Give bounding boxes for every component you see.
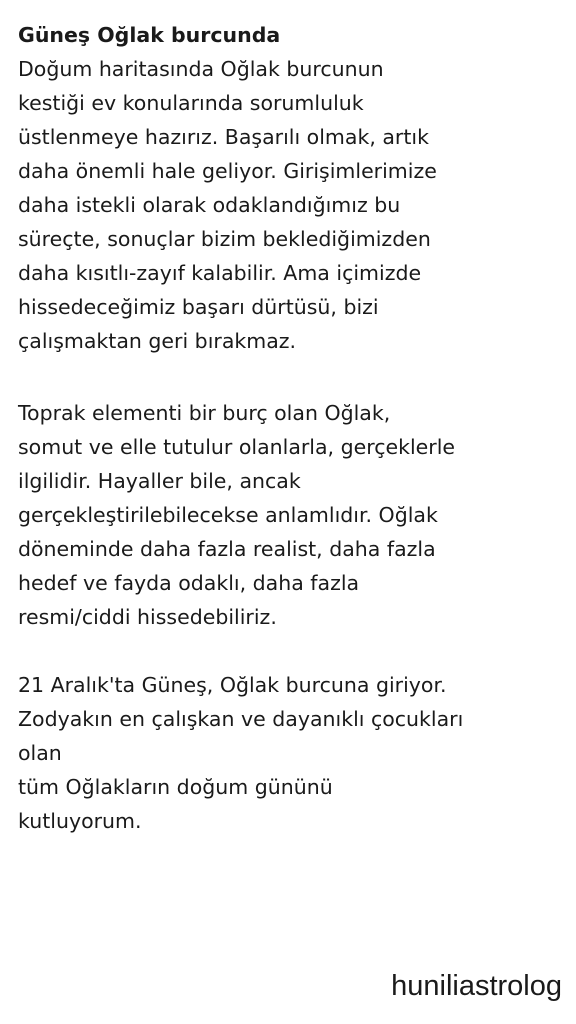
text-line: Doğum haritasında Oğlak burcunun: [18, 57, 384, 81]
text-line: üstlenmeye hazırız. Başarılı olmak, artık: [18, 125, 429, 149]
text-line: resmi/ciddi hissedebiliriz.: [18, 605, 277, 629]
document-title: Güneş Oğlak burcunda: [18, 23, 281, 47]
text-line: tüm Oğlakların doğum gününü: [18, 775, 333, 799]
author-signature: huniliastrolog: [391, 970, 562, 1002]
text-line: Zodyakın en çalışkan ve dayanıklı çocukları: [18, 707, 464, 731]
text-line: kestiği ev konularında sorumluluk: [18, 91, 364, 115]
text-line: Toprak elementi bir burç olan Oğlak,: [18, 401, 391, 425]
text-line: döneminde daha fazla realist, daha fazla: [18, 537, 436, 561]
text-line: süreçte, sonuçlar bizim beklediğimizden: [18, 227, 431, 251]
text-line: gerçekleştirilebilecekse anlamlıdır. Oğlak: [18, 503, 438, 527]
paragraph-1: [18, 52, 562, 358]
text-line: çalışmaktan geri bırakmaz.: [18, 329, 297, 353]
text-line: daha önemli hale geliyor. Girişimlerimize: [18, 159, 437, 183]
paragraph-spacer: [18, 634, 562, 668]
paragraph-spacer: [18, 358, 562, 396]
text-line: hissedeceğimiz başarı dürtüsü, bizi: [18, 295, 379, 319]
text-line: 21 Aralık'ta Güneş, Oğlak burcuna giriyor.: [18, 673, 447, 697]
text-line: olan: [18, 741, 62, 765]
paragraph-3: [18, 668, 562, 838]
paragraph-2: [18, 396, 562, 634]
text-line: daha istekli olarak odaklandığımız bu: [18, 193, 401, 217]
text-line: somut ve elle tutulur olanlarla, gerçeklerle: [18, 435, 455, 459]
text-line: hedef ve fayda odaklı, daha fazla: [18, 571, 360, 595]
text-line: ilgilidir. Hayaller bile, ancak: [18, 469, 301, 493]
text-line: kutluyorum.: [18, 809, 142, 833]
text-line: daha kısıtlı-zayıf kalabilir. Ama içimizde: [18, 261, 422, 285]
